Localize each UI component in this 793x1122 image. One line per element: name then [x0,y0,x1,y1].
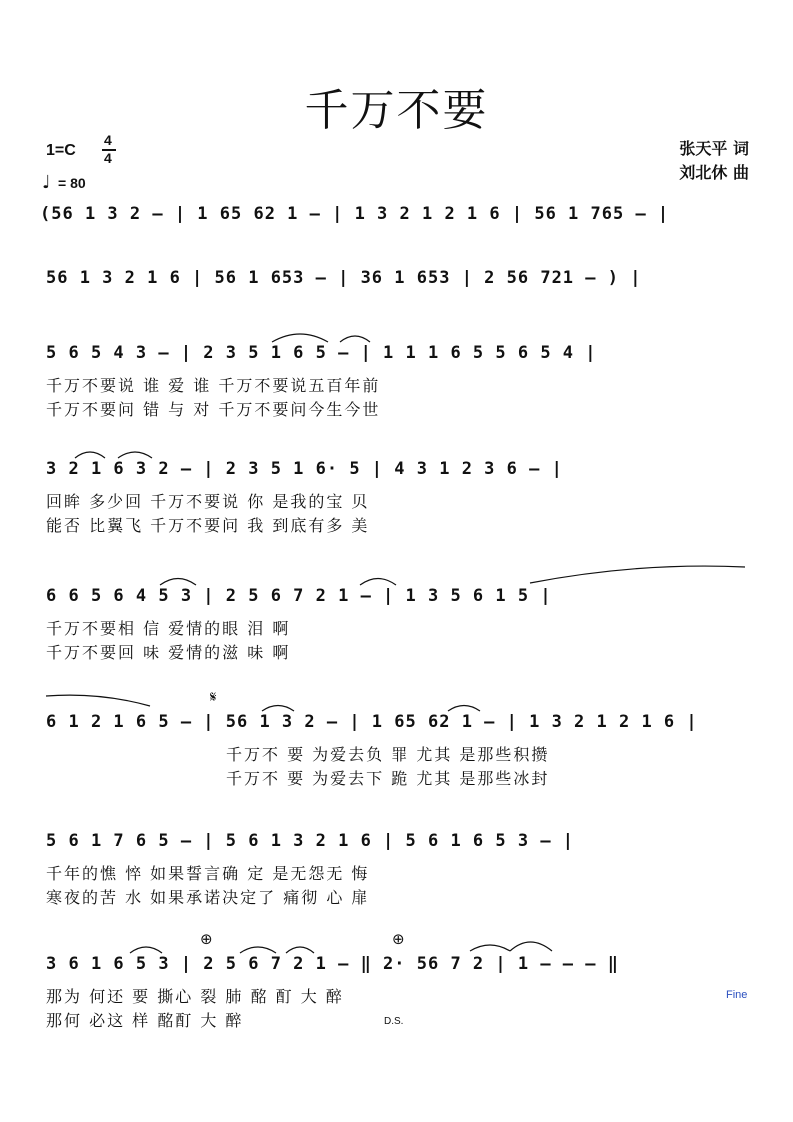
slur [448,706,480,712]
slur [130,947,162,953]
lyric-row-5-verse-1: 千万不要相 信 爱情的眼 泪 啊 [46,619,291,638]
lyric-row-4-verse-1: 回眸 多少回 千万不要说 你 是我的宝 贝 [46,492,370,511]
notation-row-2: 56 1 3 2 1 6 | 56 1 653 – | 36 1 653 | 2 56 721 – ) | [46,268,642,288]
lyric-row-7-verse-1: 千年的憔 悴 如果誓言确 定 是无怨无 悔 [46,864,370,883]
notation-row-6: 6 1 2 1 6 5 – | 56 1 3 2 – | 1 65 62 1 – | 1 3 2 1 2 1 6 | [46,712,698,732]
lyric-row-8-verse-2: 那何 必这 样 酩酊 大 醉 [46,1011,244,1030]
lyric-row-3-verse-1: 千万不要说 谁 爱 谁 千万不要说五百年前 [46,376,381,395]
segno-sign: 𝄋 [210,688,217,706]
slur [510,942,552,951]
tempo-marking: = 80 [58,175,86,191]
lyric-row-8-verse-1: 那为 何还 要 撕心 裂 肺 酩 酊 大 醉 [46,987,344,1006]
time-signature-top: 4 [104,132,112,148]
slur [118,452,152,458]
slur [272,334,328,342]
notation-row-4: 3 2 1 6 3 2 – | 2 3 5 1 6· 5 | 4 3 1 2 3 6 – | [46,459,563,479]
coda-sign: ⊕ [200,930,213,948]
key-signature: 1=C [46,142,76,159]
lyric-row-7-verse-2: 寒夜的苦 水 如果承诺决定了 痛彻 心 扉 [46,888,370,907]
song-title: 千万不要 [304,85,489,136]
time-signature-bottom: 4 [104,150,112,166]
notation-row-1: (56 1 3 2 – | 1 65 62 1 – | 1 3 2 1 2 1 6 | 56 1 765 – | [40,204,670,224]
quarter-note-icon: ♩ [42,172,51,193]
slur [340,336,370,342]
long-slur [530,566,745,583]
long-slur [46,695,150,706]
slur [286,947,314,953]
lyricist-credit: 张天平 词 [679,139,749,158]
fine-marking: Fine [726,989,748,1001]
lyric-row-3-verse-2: 千万不要问 错 与 对 千万不要问今生今世 [46,400,381,419]
slur [262,706,294,712]
dal-segno-marking: D.S. [384,1016,404,1027]
lyric-row-6-verse-2: 千万不 要 为爱去下 跪 尤其 是那些冰封 [226,769,550,788]
slur [360,579,396,586]
notation-row-5: 6 6 5 6 4 5 3 | 2 5 6 7 2 1 – | 1 3 5 6 1 5 | [46,586,552,606]
slur [470,945,510,951]
notation-row-7: 5 6 1 7 6 5 – | 5 6 1 3 2 1 6 | 5 6 1 6 5 3 – | [46,831,575,851]
lyric-row-5-verse-2: 千万不要回 味 爱情的滋 味 啊 [46,643,291,662]
slur [240,947,276,953]
notation-row-8: 3 6 1 6 5 3 | 2 5 6 7 2 1 – ‖ 2· 56 7 2 | 1 – – – ‖ [46,954,619,974]
lyric-row-4-verse-2: 能否 比翼飞 千万不要问 我 到底有多 美 [46,516,370,535]
notation-row-3: 5 6 5 4 3 – | 2 3 5 1 6 5 – | 1 1 1 6 5 5 6 5 4 | [46,343,597,363]
slur [160,579,196,586]
lyric-row-6-verse-1: 千万不 要 为爱去负 罪 尤其 是那些积攒 [226,745,550,764]
composer-credit: 刘北休 曲 [679,163,749,182]
coda-sign-2: ⊕ [392,930,405,948]
slur [75,452,105,458]
